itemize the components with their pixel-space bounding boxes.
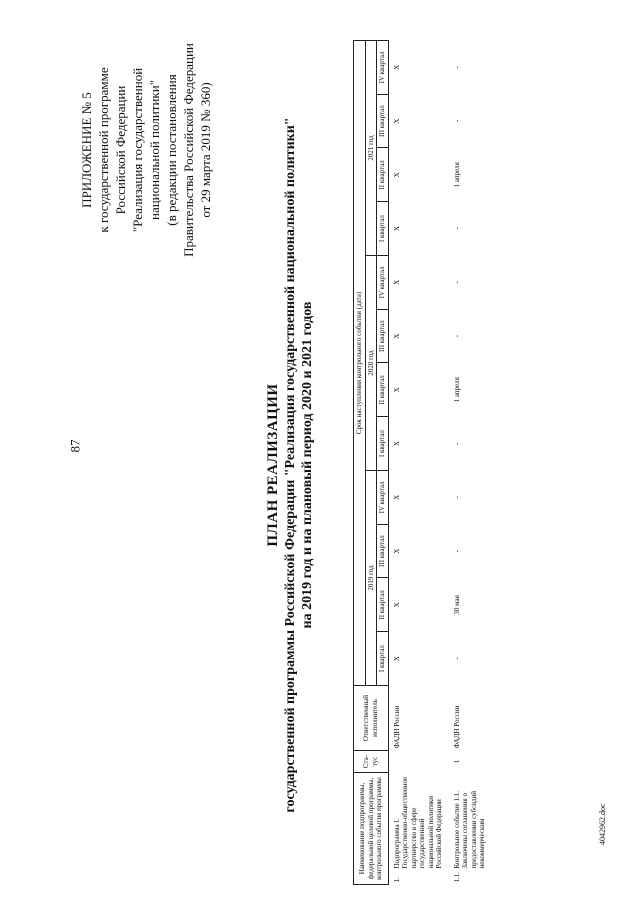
row-cell: - bbox=[452, 66, 461, 69]
header-quarter: II квартал bbox=[377, 578, 389, 632]
row-cell: - bbox=[452, 657, 461, 660]
plan-title-main: ПЛАН РЕАЛИЗАЦИИ bbox=[265, 383, 281, 547]
header-year: 2019 год bbox=[365, 471, 377, 686]
header-quarter: IV квартал bbox=[377, 256, 389, 310]
row-cell: 1 апреля bbox=[452, 377, 461, 403]
appendix-line: национальной политики" bbox=[147, 80, 162, 221]
row-executor: ФАДН России bbox=[452, 705, 461, 749]
header-quarter: III квартал bbox=[377, 309, 389, 363]
appendix-line: к государственной программе bbox=[96, 67, 111, 233]
row-name: Подпрограмма I. Государственно-общественное партнерство в сфере государственной национальной политики Российской Федерации bbox=[392, 776, 443, 869]
row-cell: X bbox=[392, 118, 401, 124]
row-cell: 30 мая bbox=[452, 595, 461, 615]
row-cell: - bbox=[452, 334, 461, 338]
page-number: 87 bbox=[67, 439, 83, 453]
row-cell: - bbox=[452, 281, 461, 284]
plan-title bbox=[265, 25, 316, 905]
header-status: Ста-тус bbox=[354, 751, 389, 773]
row-cell: X bbox=[392, 494, 401, 500]
header-deadline: Срок наступления контрольного события (дата) bbox=[354, 41, 366, 686]
row-name: Контрольное событие 1.1. Заключены соглашения о предоставлении субсидий некоммерческим bbox=[452, 790, 486, 869]
appendix-line: ПРИЛОЖЕНИЕ № 5 bbox=[79, 92, 94, 208]
header-quarter: III квартал bbox=[377, 524, 389, 578]
row-cell: X bbox=[392, 602, 401, 608]
header-quarter: I квартал bbox=[377, 417, 389, 471]
document-code: 4042962.doc bbox=[598, 803, 607, 845]
header-quarter: III квартал bbox=[377, 94, 389, 148]
row-cell: X bbox=[392, 279, 401, 285]
header-quarter: IV квартал bbox=[377, 471, 389, 525]
header-quarter: I квартал bbox=[377, 632, 389, 686]
row-cell: X bbox=[392, 64, 401, 70]
plan-title-line2: государственной программы Российской Федерации "Реализация государственной национальной политики" bbox=[283, 117, 298, 813]
row-cell: - bbox=[452, 496, 461, 499]
row-cell: X bbox=[392, 172, 401, 178]
row-cell: - bbox=[452, 442, 461, 445]
row-executor: ФАДН России bbox=[392, 705, 401, 749]
plan-title-line3: на 2019 год и на плановый период 2020 и 2021 годов bbox=[300, 301, 315, 629]
row-cell: X bbox=[392, 548, 401, 554]
appendix-line: "Реализация государственной bbox=[130, 67, 145, 233]
plan-table bbox=[353, 40, 488, 885]
row-cell: X bbox=[392, 441, 401, 447]
row-number: 1.1. bbox=[452, 872, 461, 883]
row-status: 1 bbox=[452, 759, 461, 764]
header-name: Наименование подпрограммы, федеральной целевой программы, контрольного события программы bbox=[354, 773, 389, 885]
row-cell: 1 апреля bbox=[452, 162, 461, 188]
row-cell: X bbox=[392, 387, 401, 393]
header-year: 2021 год bbox=[365, 41, 377, 256]
header-quarter: I квартал bbox=[377, 202, 389, 256]
table-row bbox=[388, 41, 445, 885]
row-cell: - bbox=[452, 549, 461, 553]
row-cell: X bbox=[392, 226, 401, 232]
appendix-line: Российской Федерации bbox=[113, 85, 128, 215]
row-cell: - bbox=[452, 119, 461, 123]
rotated-sheet bbox=[0, 25, 600, 905]
header-executor: Ответственный исполнитель bbox=[354, 686, 389, 751]
header-year: 2020 год bbox=[365, 256, 377, 471]
header-quarter: II квартал bbox=[377, 148, 389, 202]
row-status bbox=[388, 751, 445, 773]
appendix-line: (в редакции постановления bbox=[164, 74, 179, 226]
appendix-line: от 29 марта 2019 № 360) bbox=[198, 82, 213, 218]
row-cell: X bbox=[392, 333, 401, 339]
row-cell: - bbox=[452, 227, 461, 230]
row-cell: X bbox=[392, 656, 401, 662]
row-number: 1. bbox=[392, 877, 401, 883]
appendix-block bbox=[78, 35, 214, 265]
header-quarter: IV квартал bbox=[377, 41, 389, 95]
appendix-line: Правительства Российской Федерации bbox=[181, 43, 196, 257]
table-row bbox=[445, 41, 488, 885]
header-quarter: II квартал bbox=[377, 363, 389, 417]
